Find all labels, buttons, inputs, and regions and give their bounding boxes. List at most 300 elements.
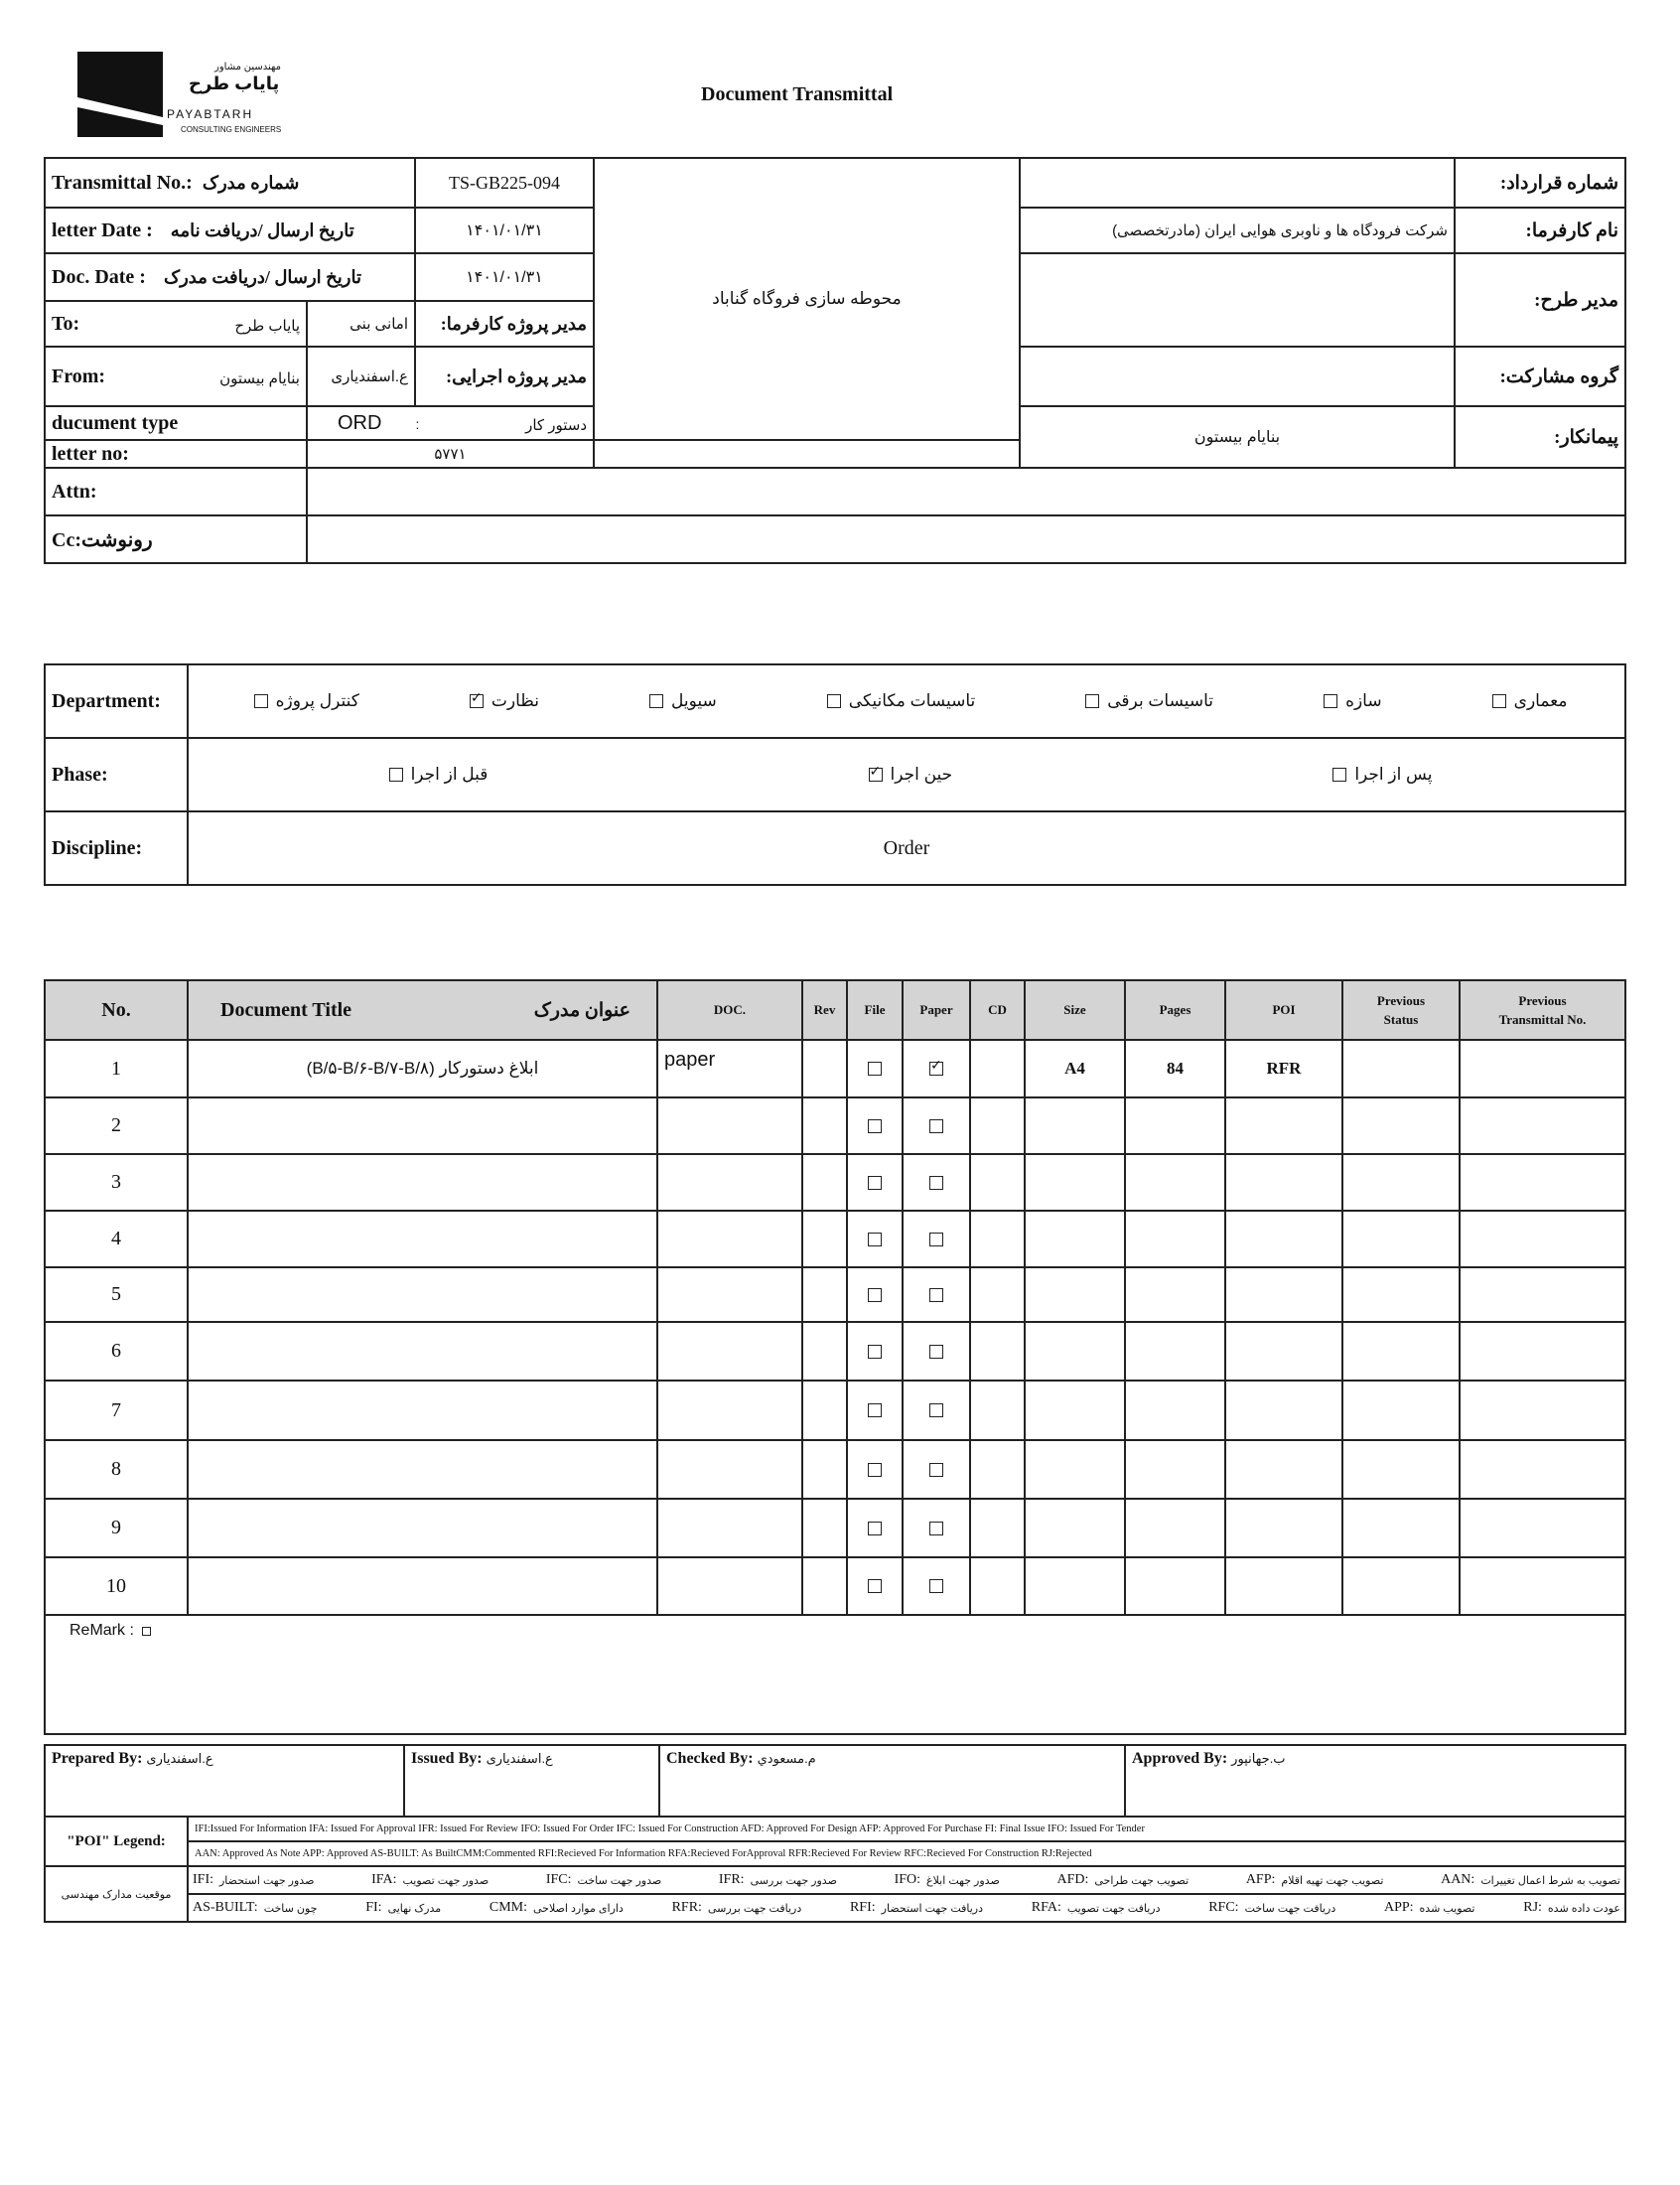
table-row (45, 1211, 1625, 1267)
file-checkbox[interactable] (868, 1288, 882, 1302)
row-no: 4 (45, 1211, 188, 1267)
row-poi (1225, 1322, 1342, 1381)
row-cd (970, 1211, 1025, 1267)
doc-type-label: ducument type (45, 406, 307, 440)
row-file (847, 1440, 903, 1499)
legend-text: تصویب به شرط اعمال تغییرات (1480, 1874, 1620, 1887)
prepared-by-label: Prepared By: (52, 1750, 143, 1767)
legend-text: صدور جهت ابلاغ (926, 1874, 1000, 1887)
signatures-table (44, 1744, 1626, 1818)
row-title (188, 1154, 657, 1211)
file-checkbox[interactable] (868, 1345, 882, 1359)
checked-by-cell (659, 1745, 1125, 1817)
doc-type-cell (307, 406, 594, 440)
row-no: 1 (45, 1040, 188, 1097)
documents-table (44, 979, 1626, 1735)
paper-checkbox[interactable] (929, 1463, 943, 1477)
row-poi (1225, 1440, 1342, 1499)
table-row (45, 1499, 1625, 1557)
legend-text: تصویب جهت طراحی (1094, 1874, 1190, 1887)
row-file (847, 1211, 903, 1267)
row-size (1025, 1499, 1125, 1557)
legend-fa-line-1 (188, 1866, 1625, 1894)
row-title (188, 1381, 657, 1440)
row-pages (1125, 1557, 1225, 1615)
department-option-label: معماری (1513, 691, 1568, 710)
row-cd (970, 1097, 1025, 1154)
row-poi (1225, 1267, 1342, 1322)
row-file (847, 1322, 903, 1381)
row-pages (1125, 1322, 1225, 1381)
legend-text: مدرک نهایی (387, 1902, 442, 1915)
row-prev-status (1342, 1557, 1460, 1615)
legend-code: RFC: (1208, 1900, 1239, 1915)
legend-code: RFR: (671, 1900, 702, 1915)
department-checkbox[interactable] (649, 694, 663, 708)
paper-checkbox[interactable] (929, 1176, 943, 1190)
legend-code: FI: (365, 1900, 382, 1915)
row-cd (970, 1040, 1025, 1097)
row-size (1025, 1097, 1125, 1154)
row-doc (657, 1381, 802, 1440)
legend-code: AAN: (1441, 1872, 1475, 1887)
letter-no-label: letter no: (45, 440, 307, 468)
row-doc (657, 1440, 802, 1499)
phase-checkbox[interactable] (1332, 768, 1346, 782)
col-title-fa: عنوان مدرک (533, 999, 630, 1021)
attn-value (307, 468, 1625, 515)
paper-checkbox[interactable] (929, 1345, 943, 1359)
col-title-header (188, 980, 657, 1040)
legend-code: RFA: (1031, 1900, 1061, 1915)
legend-code: IFI: (193, 1872, 213, 1887)
approved-by-cell (1125, 1745, 1625, 1817)
legend-text: عودت داده شده (1547, 1902, 1620, 1915)
remark-label: ReMark : (70, 1622, 134, 1639)
department-option[interactable] (819, 691, 975, 711)
department-option[interactable] (1484, 691, 1568, 711)
table-row (45, 1557, 1625, 1615)
file-checkbox[interactable] (868, 1522, 882, 1535)
row-prev-trans (1460, 1322, 1625, 1381)
to-label: To: (52, 312, 80, 335)
row-pages (1125, 1211, 1225, 1267)
legend-text: صدور جهت بررسی (750, 1874, 837, 1887)
legend-code: RJ: (1523, 1900, 1542, 1915)
paper-checkbox[interactable] (929, 1288, 943, 1302)
letter-date-value: ۱۴۰۱/۰۱/۳۱ (415, 208, 594, 253)
table-row (45, 1097, 1625, 1154)
contractor-label: پیمانکار: (1455, 406, 1625, 468)
employer-value: شرکت فرودگاه ها و ناوبری هوایی ایران (مادرتخصصی) (1020, 208, 1455, 253)
row-pages (1125, 1381, 1225, 1440)
logo-mark-icon (77, 52, 163, 137)
legend-code: AS-BUILT: (193, 1900, 258, 1915)
department-checkbox[interactable] (827, 694, 841, 708)
row-rev (802, 1440, 847, 1499)
row-no: 6 (45, 1322, 188, 1381)
row-no: 2 (45, 1097, 188, 1154)
row-size (1025, 1154, 1125, 1211)
col-pages-header: Pages (1125, 980, 1225, 1040)
legend-item (1056, 1872, 1189, 1888)
transmittal-no-label-cell (45, 158, 415, 208)
legend-item (719, 1872, 837, 1888)
col-file-header: File (847, 980, 903, 1040)
col-cd-header: CD (970, 980, 1025, 1040)
to-value: پایاب طرح (234, 317, 300, 335)
row-prev-trans (1460, 1211, 1625, 1267)
design-manager-label: مدیر طرح: (1455, 253, 1625, 347)
row-size (1025, 1557, 1125, 1615)
row-prev-status (1342, 1097, 1460, 1154)
from-value: بنایام بیستون (219, 369, 300, 387)
from-person: ع.اسفندیاری (307, 347, 415, 406)
department-option[interactable] (641, 691, 717, 711)
paper-checkbox[interactable] (929, 1522, 943, 1535)
row-paper (903, 1040, 970, 1097)
row-poi (1225, 1557, 1342, 1615)
legend-fa-line-2 (188, 1894, 1625, 1922)
col-title-en: Document Title (220, 998, 352, 1021)
prepared-by-cell (45, 1745, 404, 1817)
department-option[interactable] (1077, 691, 1213, 711)
phase-option-label: پس از اجرا (1354, 765, 1433, 784)
legend-code: RFI: (849, 1900, 876, 1915)
legend-item (1384, 1900, 1475, 1916)
legend-code: CMM: (489, 1900, 528, 1915)
row-prev-trans (1460, 1440, 1625, 1499)
row-title (188, 1322, 657, 1381)
legend-code: IFC: (545, 1872, 572, 1887)
department-option-label: نظارت (490, 691, 539, 710)
row-rev (802, 1040, 847, 1097)
legend-item (193, 1872, 314, 1888)
legend-text: دریافت جهت ساخت (1244, 1902, 1336, 1915)
table-row (45, 1322, 1625, 1381)
row-prev-trans (1460, 1040, 1625, 1097)
row-cd (970, 1381, 1025, 1440)
row-prev-status (1342, 1440, 1460, 1499)
doc-type-colon: : (415, 415, 420, 432)
row-cd (970, 1322, 1025, 1381)
legend-text: تصویب جهت تهیه اقلام (1281, 1874, 1384, 1887)
row-prev-status (1342, 1040, 1460, 1097)
legend-item (365, 1900, 441, 1916)
file-checkbox[interactable] (868, 1579, 882, 1593)
department-checkbox[interactable] (1324, 694, 1337, 708)
discipline-label: Discipline: (45, 811, 188, 885)
file-checkbox[interactable] (868, 1176, 882, 1190)
row-prev-trans (1460, 1499, 1625, 1557)
department-option-label: تاسیسات مکانیکی (848, 691, 976, 710)
row-prev-trans (1460, 1381, 1625, 1440)
cc-value (307, 515, 1625, 563)
row-title (188, 1557, 657, 1615)
department-checkbox[interactable] (470, 694, 484, 708)
file-checkbox[interactable] (868, 1062, 882, 1076)
project-name: محوطه سازی فروگاه گناباد (594, 158, 1020, 440)
row-pages: 84 (1125, 1040, 1225, 1097)
remark-cell (45, 1615, 1625, 1734)
row-prev-status (1342, 1381, 1460, 1440)
legend-text: دارای موارد اصلاحی (533, 1902, 624, 1915)
row-pages (1125, 1267, 1225, 1322)
department-checkbox[interactable] (1085, 694, 1099, 708)
from-role-label: مدیر پروژه اجرایی: (415, 347, 594, 406)
legend-line-1: IFI:Issued For Information IFA: Issued For Approval IFR: Issued For Review IFO: Issued For Order IFC: Issued For Construction AFD: Approved For Design AFP: Approved For Purchase FI: Final Issue IFO: Issued For Tender (188, 1817, 1625, 1841)
employer-label: نام کارفرما: (1455, 208, 1625, 253)
approved-by-label: Approved By: (1132, 1750, 1228, 1767)
row-rev (802, 1097, 847, 1154)
legend-text: صدور جهت استحضار (219, 1874, 315, 1887)
checked-by-value: م.مسعودي (757, 1751, 816, 1766)
row-file (847, 1267, 903, 1322)
row-rev (802, 1499, 847, 1557)
row-rev (802, 1381, 847, 1440)
row-title (188, 1499, 657, 1557)
logo-subtitle: CONSULTING ENGINEERS (181, 125, 282, 134)
legend-code: IFO: (894, 1872, 921, 1887)
row-prev-status (1342, 1499, 1460, 1557)
row-poi (1225, 1499, 1342, 1557)
row-doc (657, 1211, 802, 1267)
transmittal-no-value: TS-GB225-094 (415, 158, 594, 208)
phase-label: Phase: (45, 738, 188, 811)
contractor-value: بنایام بیستون (1020, 406, 1455, 468)
phase-option[interactable] (381, 765, 489, 785)
row-no: 3 (45, 1154, 188, 1211)
col-prev-status-line2: Status (1383, 1012, 1419, 1027)
row-no: 5 (45, 1267, 188, 1322)
classification-table (44, 663, 1626, 886)
row-doc (657, 1499, 802, 1557)
poi-legend-label: "POI" Legend: (45, 1817, 188, 1866)
legend-text: دریافت جهت بررسی (707, 1902, 802, 1915)
transmittal-no-label-fa: شماره مدرک (202, 172, 300, 193)
to-person: امانی بنی (307, 301, 415, 347)
legend-item (1032, 1900, 1161, 1916)
department-option[interactable] (462, 691, 539, 711)
department-option[interactable] (246, 691, 359, 711)
doc-type-fa: دستور کار (525, 416, 587, 434)
row-size (1025, 1211, 1125, 1267)
row-prev-status (1342, 1154, 1460, 1211)
legend-text: صدور جهت تصویب (402, 1874, 490, 1887)
header-spacer-cell (594, 440, 1020, 468)
issued-by-label: Issued By: (411, 1750, 483, 1767)
file-checkbox[interactable] (868, 1463, 882, 1477)
letter-no-value: ۵۷۷۱ (307, 440, 594, 468)
department-option-label: سازه (1345, 691, 1382, 710)
row-paper (903, 1557, 970, 1615)
col-prev-status-line1: Previous (1376, 993, 1426, 1008)
table-row (45, 1154, 1625, 1211)
row-cd (970, 1267, 1025, 1322)
legend-code: AFP: (1245, 1872, 1276, 1887)
engineering-status-label: موقعیت مدارک مهندسی (45, 1866, 188, 1922)
legend-text: تصویب شده (1419, 1902, 1475, 1915)
partnership-label: گروه مشارکت: (1455, 347, 1625, 406)
file-checkbox[interactable] (868, 1233, 882, 1246)
legend-code: IFA: (371, 1872, 397, 1887)
design-manager-value (1020, 253, 1455, 347)
phase-checkbox[interactable] (869, 768, 883, 782)
row-pages (1125, 1097, 1225, 1154)
col-size-header: Size (1025, 980, 1125, 1040)
legend-item (1208, 1900, 1335, 1916)
row-no: 9 (45, 1499, 188, 1557)
legend-item (371, 1872, 489, 1888)
row-size: A4 (1025, 1040, 1125, 1097)
row-pages (1125, 1499, 1225, 1557)
row-file (847, 1097, 903, 1154)
phase-option[interactable] (1325, 765, 1432, 785)
issued-by-cell (404, 1745, 659, 1817)
phase-option[interactable] (861, 765, 953, 785)
file-checkbox[interactable] (868, 1403, 882, 1417)
row-no: 8 (45, 1440, 188, 1499)
legend-item (1523, 1900, 1620, 1916)
logo-persian-name: پایاب طرح (189, 73, 280, 93)
row-paper (903, 1381, 970, 1440)
paper-checkbox[interactable] (929, 1119, 943, 1133)
approved-by-value: ب.جهانپور (1231, 1751, 1286, 1766)
row-title: ابلاغ دستورکار (B/۵-B/۶-B/۷-B/۸) (188, 1040, 657, 1097)
row-doc: paper (657, 1040, 802, 1097)
legend-line-2: AAN: Approved As Note APP: Approved AS-BUILT: As BuiltCMM:Commented RFI:Recieved For Information RFA:Recieved ForApproval RFR:Recieved For Review RFC:Recieved For Construction RJ:Rejected (188, 1841, 1625, 1866)
checked-by-label: Checked By: (666, 1750, 754, 1767)
legend-code: AFD: (1056, 1872, 1089, 1887)
legend-item (490, 1900, 624, 1916)
discipline-value: Order (188, 811, 1625, 885)
row-prev-trans (1460, 1557, 1625, 1615)
phase-options (188, 738, 1625, 811)
row-prev-trans (1460, 1267, 1625, 1322)
legend-text: چون ساخت (263, 1902, 318, 1915)
letter-date-label: letter Date : (52, 218, 153, 241)
row-poi (1225, 1097, 1342, 1154)
partnership-value (1020, 347, 1455, 406)
issued-by-value: ع.اسفندیاری (486, 1751, 553, 1766)
paper-checkbox[interactable] (929, 1062, 943, 1076)
row-size (1025, 1267, 1125, 1322)
paper-checkbox[interactable] (929, 1233, 943, 1246)
row-paper (903, 1154, 970, 1211)
col-poi-header: POI (1225, 980, 1342, 1040)
row-cd (970, 1154, 1025, 1211)
row-file (847, 1154, 903, 1211)
row-poi (1225, 1154, 1342, 1211)
row-doc (657, 1097, 802, 1154)
row-doc (657, 1154, 802, 1211)
legend-item (1441, 1872, 1620, 1888)
row-doc (657, 1267, 802, 1322)
legend-item (193, 1900, 317, 1916)
table-row (45, 1381, 1625, 1440)
logo-persian-top: مهندسین مشاور (214, 62, 282, 73)
col-prev-status-header (1342, 980, 1460, 1040)
department-option[interactable] (1316, 691, 1382, 711)
col-prev-trans-line2: Transmittal No. (1498, 1012, 1587, 1027)
row-paper (903, 1267, 970, 1322)
legend-text: صدور جهت ساخت (577, 1874, 662, 1887)
row-prev-trans (1460, 1097, 1625, 1154)
legend-item (1246, 1872, 1384, 1888)
paper-checkbox[interactable] (929, 1403, 943, 1417)
row-no: 10 (45, 1557, 188, 1615)
doc-date-label-cell (45, 253, 415, 301)
row-paper (903, 1211, 970, 1267)
col-prev-trans-header (1460, 980, 1625, 1040)
from-cell (45, 347, 307, 406)
department-options (188, 664, 1625, 738)
phase-checkbox[interactable] (389, 768, 403, 782)
row-size (1025, 1440, 1125, 1499)
department-label: Department: (45, 664, 188, 738)
department-option-label: کنترل پروژه (275, 691, 359, 710)
row-rev (802, 1557, 847, 1615)
cc-label: Cc:رونوشت (45, 515, 307, 563)
table-row (45, 1440, 1625, 1499)
row-file (847, 1040, 903, 1097)
row-poi (1225, 1211, 1342, 1267)
company-logo (77, 52, 296, 141)
row-poi: RFR (1225, 1040, 1342, 1097)
remark-checkbox[interactable] (142, 1627, 151, 1636)
row-doc (657, 1322, 802, 1381)
phase-option-label: حین اجرا (890, 765, 953, 784)
row-cd (970, 1499, 1025, 1557)
doc-date-label: Doc. Date : (52, 265, 146, 288)
legend-code: IFR: (718, 1872, 745, 1887)
doc-date-label-fa: تاریخ ارسال /دریافت مدرک (163, 266, 361, 287)
row-title (188, 1267, 657, 1322)
col-doc-header: DOC. (657, 980, 802, 1040)
row-doc (657, 1557, 802, 1615)
row-rev (802, 1154, 847, 1211)
row-poi (1225, 1381, 1342, 1440)
logo-latin-name: PAYABTARH (167, 107, 254, 121)
legend-item (895, 1872, 1000, 1888)
row-paper (903, 1322, 970, 1381)
col-paper-header: Paper (903, 980, 970, 1040)
from-label: From: (52, 364, 106, 387)
row-prev-status (1342, 1267, 1460, 1322)
row-file (847, 1499, 903, 1557)
phase-option-label: قبل از اجرا (410, 765, 489, 784)
legend-text: دریافت جهت تصویب (1066, 1902, 1161, 1915)
row-paper (903, 1440, 970, 1499)
to-cell (45, 301, 307, 347)
paper-checkbox[interactable] (929, 1579, 943, 1593)
attn-label: Attn: (45, 468, 307, 515)
department-checkbox[interactable] (254, 694, 268, 708)
page-title: Document Transmittal (701, 83, 894, 105)
department-option-label: سیویل (670, 691, 717, 710)
to-role-label: مدیر پروژه کارفرما: (415, 301, 594, 347)
file-checkbox[interactable] (868, 1119, 882, 1133)
row-pages (1125, 1154, 1225, 1211)
transmittal-no-label: Transmittal No.: (52, 171, 193, 194)
row-title (188, 1440, 657, 1499)
row-title (188, 1211, 657, 1267)
department-checkbox[interactable] (1492, 694, 1506, 708)
legend-item (672, 1900, 802, 1916)
legend-code: APP: (1383, 1900, 1414, 1915)
row-file (847, 1557, 903, 1615)
col-prev-trans-line1: Previous (1518, 993, 1567, 1008)
